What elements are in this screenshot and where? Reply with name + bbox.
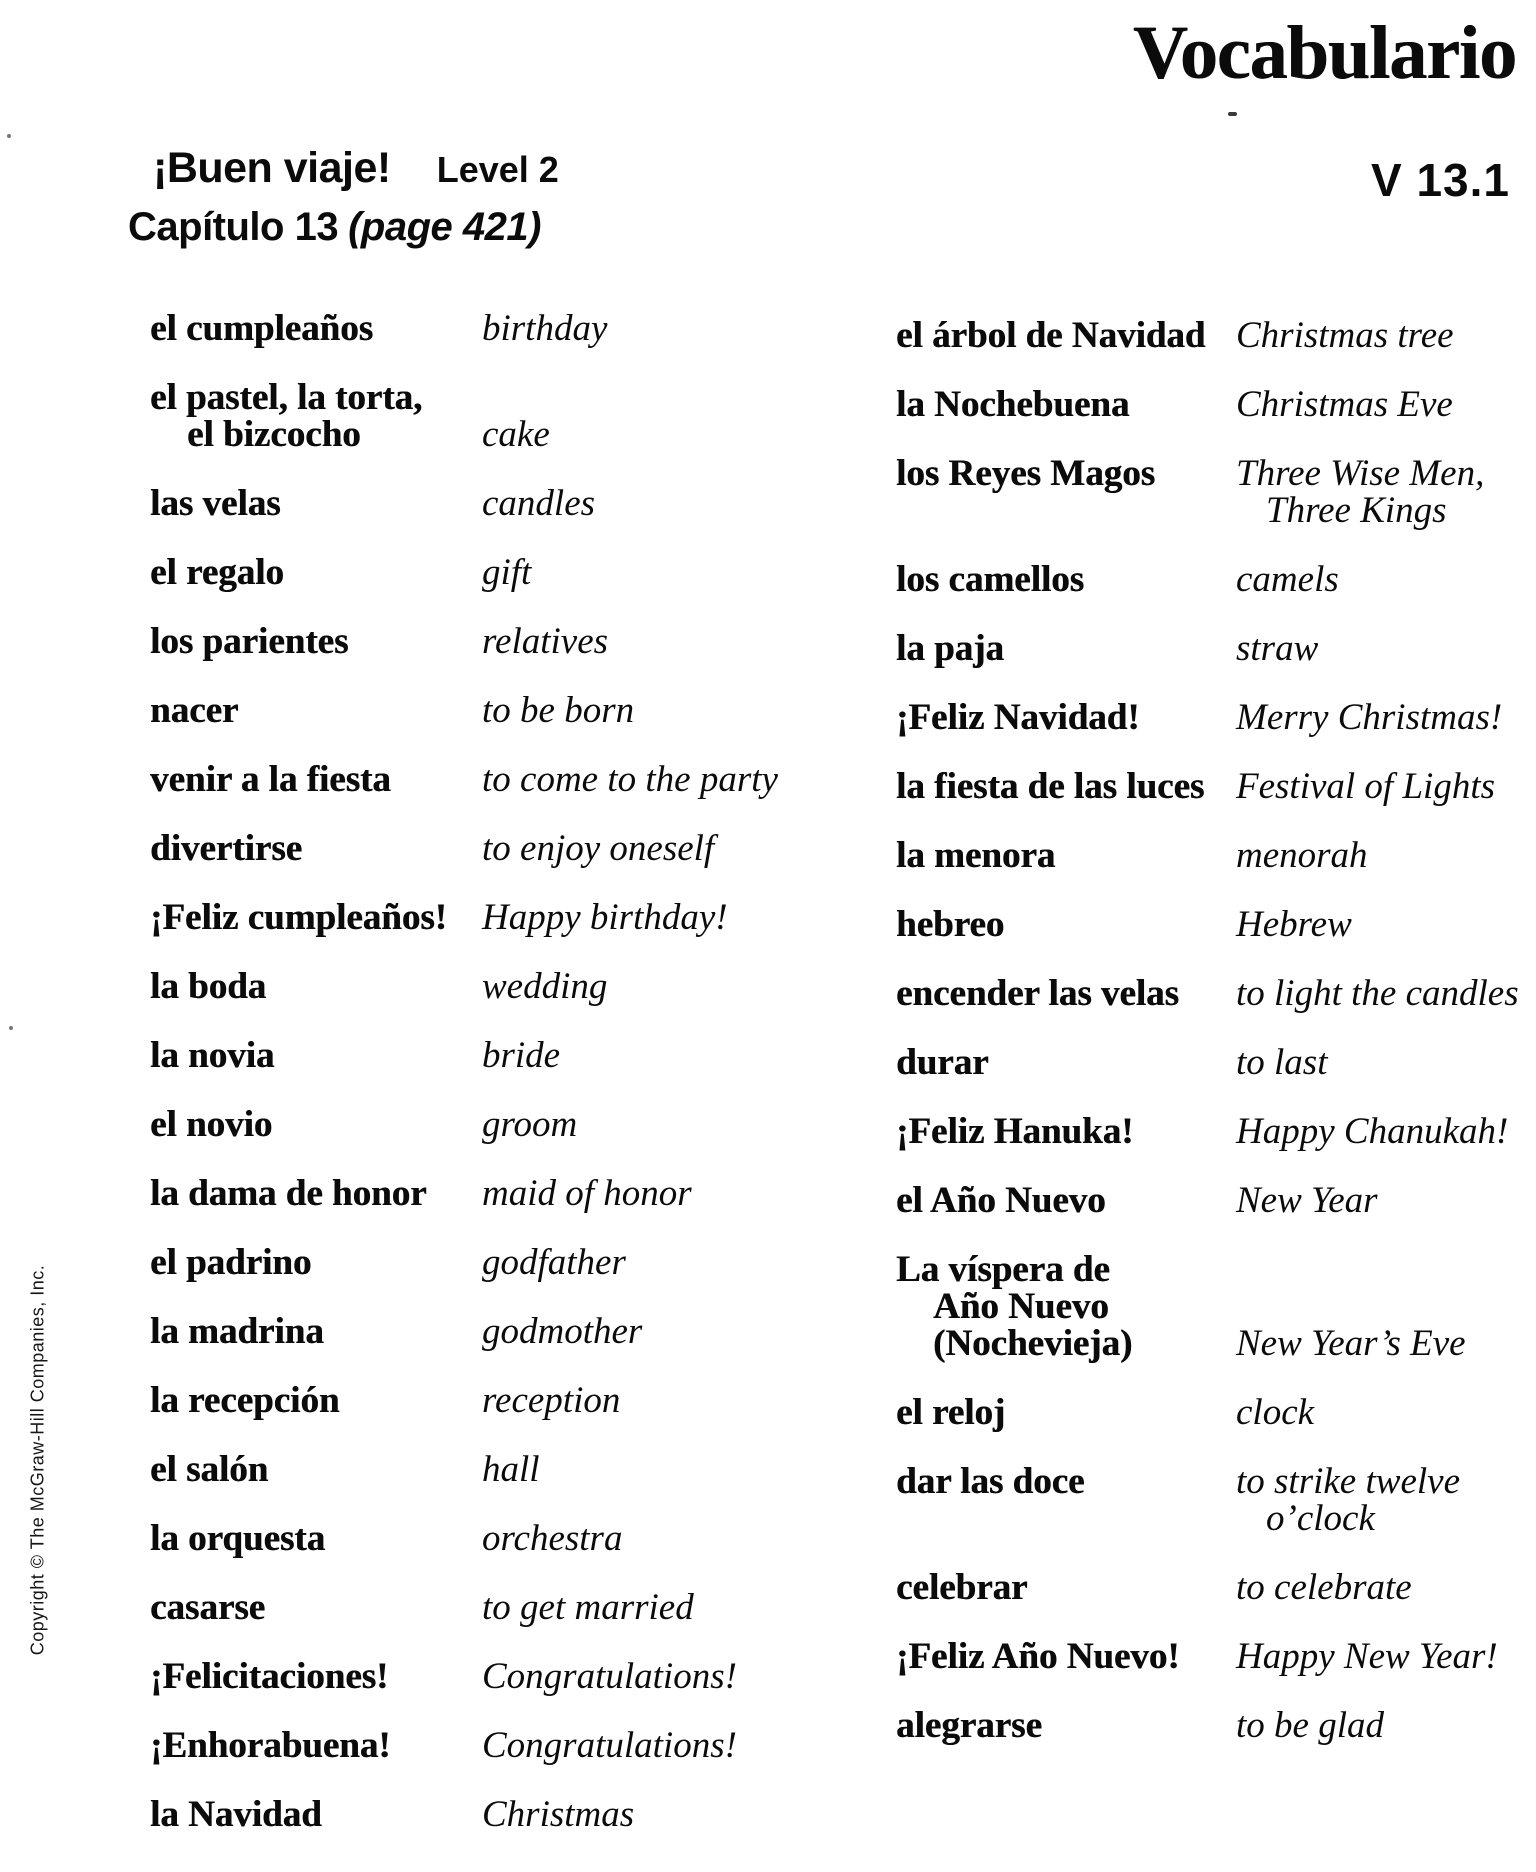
vocab-line: Merry Christmas! xyxy=(1236,697,1503,738)
vocab-line: orchestra xyxy=(482,1518,623,1559)
spanish-term xyxy=(150,310,482,347)
spanish-term xyxy=(896,1463,1236,1500)
vocab-line: relatives xyxy=(482,621,609,662)
english-translation xyxy=(482,1520,760,1557)
vocab-line: ¡Feliz Hanuka! xyxy=(896,1111,1134,1152)
vocab-line: straw xyxy=(1236,628,1319,669)
spanish-term xyxy=(150,1520,482,1557)
spanish-term xyxy=(150,1796,482,1833)
spanish-term xyxy=(896,768,1236,805)
vocab-line: ¡Feliz Navidad! xyxy=(896,697,1140,738)
vocab-line: to strike twelve xyxy=(1236,1461,1460,1502)
vocab-line: durar xyxy=(896,1042,989,1083)
english-translation xyxy=(1236,1394,1521,1431)
vocab-line: menorah xyxy=(1236,835,1368,876)
vocab-line: camels xyxy=(1236,559,1339,600)
spanish-term xyxy=(150,1658,482,1695)
vocab-column-left xyxy=(150,308,778,1865)
vocab-line: Congratulations! xyxy=(482,1656,737,1697)
chapter-header xyxy=(128,206,541,248)
vocab-row xyxy=(150,1589,760,1626)
vocab-line: la Nochebuena xyxy=(896,384,1130,425)
vocab-row xyxy=(150,1796,760,1833)
spanish-term xyxy=(896,630,1236,667)
vocab-row xyxy=(896,1638,1521,1675)
vocab-row xyxy=(150,379,760,453)
spanish-term xyxy=(150,830,482,867)
vocab-line: (Nochevieja) xyxy=(933,1323,1133,1364)
vocab-line: Christmas Eve xyxy=(1236,384,1453,425)
spanish-term xyxy=(150,761,482,798)
vocab-line: hebreo xyxy=(896,904,1005,945)
english-translation xyxy=(1236,1325,1521,1362)
vocab-line: Christmas tree xyxy=(1236,315,1454,356)
english-translation xyxy=(1236,768,1521,805)
vocab-row xyxy=(896,1707,1521,1744)
vocab-line: bride xyxy=(482,1035,561,1076)
vocab-line: ¡Feliz cumpleaños! xyxy=(150,897,447,938)
vocab-line: hall xyxy=(482,1449,540,1490)
spanish-term xyxy=(896,906,1236,943)
english-translation xyxy=(482,623,760,660)
spanish-term xyxy=(150,485,482,522)
english-translation xyxy=(482,1658,760,1695)
vocab-column-right xyxy=(896,317,1521,1776)
vocab-line: to light the candles xyxy=(1236,973,1519,1014)
vocab-line: ¡Enhorabuena! xyxy=(150,1725,391,1766)
vocab-line: Congratulations! xyxy=(482,1725,737,1766)
vocab-line: birthday xyxy=(482,308,608,349)
vocab-row xyxy=(150,1520,760,1557)
english-translation xyxy=(482,1589,760,1626)
english-translation xyxy=(1236,1638,1521,1675)
english-translation xyxy=(1236,1113,1521,1150)
english-translation xyxy=(1236,1569,1521,1606)
vocab-line: la paja xyxy=(896,628,1004,669)
vocab-line: los parientes xyxy=(150,621,349,662)
spanish-term xyxy=(896,455,1236,492)
chapter-label: Capítulo 13 xyxy=(128,205,339,249)
vocab-row xyxy=(150,623,760,660)
vocab-line: el novio xyxy=(150,1104,273,1145)
vocab-line: la novia xyxy=(150,1035,275,1076)
spanish-term xyxy=(896,1044,1236,1081)
vocab-line: New Year xyxy=(1236,1180,1378,1221)
vocab-line: alegrarse xyxy=(896,1705,1042,1746)
english-translation xyxy=(482,899,760,936)
vocab-line: el bizcocho xyxy=(187,414,361,455)
vocab-line: to come to the party xyxy=(482,759,778,800)
scan-artifact xyxy=(9,1026,13,1030)
vocab-row xyxy=(896,317,1521,354)
spanish-term xyxy=(150,1727,482,1764)
vocab-line: el reloj xyxy=(896,1392,1006,1433)
scan-artifact xyxy=(7,134,11,138)
spanish-term xyxy=(150,899,482,936)
english-translation xyxy=(1236,561,1521,598)
english-translation xyxy=(1236,906,1521,943)
vocab-row xyxy=(150,1451,760,1488)
spanish-term xyxy=(896,561,1236,598)
spanish-term xyxy=(150,1106,482,1143)
vocab-line: Festival of Lights xyxy=(1236,766,1495,807)
vocab-row xyxy=(896,768,1521,805)
vocab-line: las velas xyxy=(150,483,281,524)
vocab-line: la orquesta xyxy=(150,1518,326,1559)
vocab-row xyxy=(150,554,760,591)
vocab-line: to be born xyxy=(482,690,635,731)
sheet-code: V 13.1 xyxy=(1371,154,1510,206)
worksheet-title: Vocabulario xyxy=(1132,11,1516,95)
vocab-row xyxy=(150,485,760,522)
vocab-row xyxy=(150,1727,760,1764)
vocab-line: la fiesta de las luces xyxy=(896,766,1205,807)
vocab-row xyxy=(150,830,760,867)
english-translation xyxy=(1236,1182,1521,1219)
spanish-term xyxy=(896,975,1236,1012)
spanish-term xyxy=(150,1175,482,1212)
vocab-line: gift xyxy=(482,552,532,593)
vocab-line: Happy Chanukah! xyxy=(1236,1111,1509,1152)
vocab-line: La víspera de xyxy=(896,1249,1110,1290)
vocab-line: New Year’s Eve xyxy=(1236,1323,1466,1364)
spanish-term xyxy=(150,1244,482,1281)
vocab-line: cake xyxy=(482,414,550,455)
english-translation xyxy=(482,310,760,347)
english-translation xyxy=(482,1106,760,1143)
vocab-line: to get married xyxy=(482,1587,694,1628)
english-translation xyxy=(1236,699,1521,736)
vocab-line: to be glad xyxy=(1236,1705,1384,1746)
spanish-term xyxy=(896,1113,1236,1150)
vocab-row xyxy=(896,1044,1521,1081)
spanish-term xyxy=(896,1707,1236,1744)
vocab-line: godmother xyxy=(482,1311,643,1352)
vocab-row xyxy=(896,630,1521,667)
vocab-line: wedding xyxy=(482,966,608,1007)
vocab-row xyxy=(896,1463,1521,1537)
spanish-term xyxy=(896,317,1236,354)
scan-artifact xyxy=(1228,112,1237,116)
vocab-line: ¡Felicitaciones! xyxy=(150,1656,389,1697)
vocab-line: la dama de honor xyxy=(150,1173,427,1214)
spanish-term xyxy=(150,1313,482,1350)
vocab-line: godfather xyxy=(482,1242,626,1283)
vocab-row xyxy=(896,455,1521,529)
vocab-line: los Reyes Magos xyxy=(896,453,1155,494)
english-translation xyxy=(1236,1707,1521,1744)
vocab-line: clock xyxy=(1236,1392,1315,1433)
vocab-line: el padrino xyxy=(150,1242,312,1283)
vocab-row xyxy=(896,386,1521,423)
english-translation xyxy=(482,1037,760,1074)
english-translation xyxy=(482,1451,760,1488)
vocab-row xyxy=(150,1313,760,1350)
spanish-term xyxy=(896,1251,1236,1362)
vocab-row xyxy=(150,310,760,347)
vocab-line: el regalo xyxy=(150,552,284,593)
vocab-row xyxy=(150,1244,760,1281)
english-translation xyxy=(1236,1044,1521,1081)
english-translation xyxy=(482,554,760,591)
vocab-line: ¡Feliz Año Nuevo! xyxy=(896,1636,1180,1677)
vocab-line: divertirse xyxy=(150,828,303,869)
vocab-line: los camellos xyxy=(896,559,1085,600)
english-translation xyxy=(1236,630,1521,667)
english-translation xyxy=(482,1796,760,1833)
vocab-row xyxy=(896,699,1521,736)
spanish-term xyxy=(896,699,1236,736)
english-translation xyxy=(482,1313,760,1350)
vocab-line: to last xyxy=(1236,1042,1328,1083)
english-translation xyxy=(482,1382,760,1419)
vocab-row xyxy=(150,968,760,1005)
vocab-row xyxy=(896,1113,1521,1150)
vocab-row xyxy=(150,1175,760,1212)
english-translation xyxy=(1236,975,1521,1012)
spanish-term xyxy=(896,1182,1236,1219)
english-translation xyxy=(482,968,760,1005)
vocab-line: el pastel, la torta, xyxy=(150,377,423,418)
english-translation xyxy=(1236,455,1521,529)
vocab-line: la recepción xyxy=(150,1380,340,1421)
level-label: Level 2 xyxy=(436,149,559,190)
english-translation xyxy=(1236,386,1521,423)
vocab-line: Año Nuevo xyxy=(933,1286,1109,1327)
english-translation xyxy=(482,1175,760,1212)
vocab-line: Three Wise Men, xyxy=(1236,453,1485,494)
vocab-row xyxy=(150,759,778,800)
spanish-term xyxy=(150,1451,482,1488)
vocab-line: venir a la fiesta xyxy=(150,759,391,800)
book-header xyxy=(153,146,559,192)
vocab-line: Happy birthday! xyxy=(482,897,728,938)
vocab-row xyxy=(896,1251,1521,1362)
vocab-line: encender las velas xyxy=(896,973,1179,1014)
vocab-line: to celebrate xyxy=(1236,1567,1412,1608)
spanish-term xyxy=(150,554,482,591)
english-translation xyxy=(482,1727,760,1764)
copyright-notice: Copyright © The McGraw-Hill Companies, Inc. xyxy=(27,1264,48,1656)
vocab-line: el Año Nuevo xyxy=(896,1180,1106,1221)
spanish-term xyxy=(150,1037,482,1074)
spanish-term xyxy=(896,1394,1236,1431)
vocab-line: Hebrew xyxy=(1236,904,1352,945)
vocab-row xyxy=(150,899,760,936)
vocab-row xyxy=(150,1037,760,1074)
spanish-term xyxy=(150,1589,482,1626)
vocab-line: el árbol de Navidad xyxy=(896,315,1206,356)
vocab-row xyxy=(150,692,760,729)
spanish-term xyxy=(150,1382,482,1419)
english-translation xyxy=(482,761,778,798)
vocab-line: to enjoy oneself xyxy=(482,828,715,869)
vocab-row xyxy=(896,906,1521,943)
vocab-line: celebrar xyxy=(896,1567,1028,1608)
spanish-term xyxy=(150,968,482,1005)
vocab-line: el salón xyxy=(150,1449,269,1490)
english-translation xyxy=(482,1244,760,1281)
vocab-row xyxy=(896,1569,1521,1606)
book-title: ¡Buen viaje! xyxy=(153,144,391,192)
vocab-line: la boda xyxy=(150,966,267,1007)
vocab-line: maid of honor xyxy=(482,1173,692,1214)
english-translation xyxy=(482,485,760,522)
spanish-term xyxy=(896,1569,1236,1606)
vocab-line: la madrina xyxy=(150,1311,324,1352)
english-translation xyxy=(1236,837,1521,874)
spanish-term xyxy=(896,1638,1236,1675)
vocab-row xyxy=(896,975,1521,1012)
vocab-row xyxy=(150,1382,760,1419)
vocab-line: candles xyxy=(482,483,596,524)
vocab-row xyxy=(150,1106,760,1143)
vocab-line: Christmas xyxy=(482,1794,635,1835)
spanish-term xyxy=(150,623,482,660)
vocab-line: la Navidad xyxy=(150,1794,322,1835)
english-translation xyxy=(482,692,760,729)
vocab-line: la menora xyxy=(896,835,1056,876)
english-translation xyxy=(482,830,760,867)
vocab-row xyxy=(896,561,1521,598)
spanish-term xyxy=(150,379,482,453)
vocab-row xyxy=(896,837,1521,874)
spanish-term xyxy=(896,837,1236,874)
vocab-row xyxy=(150,1658,760,1695)
vocab-line: dar las doce xyxy=(896,1461,1085,1502)
vocab-line: o’clock xyxy=(1266,1498,1375,1539)
vocab-line: casarse xyxy=(150,1587,266,1628)
spanish-term xyxy=(896,386,1236,423)
english-translation xyxy=(1236,1463,1521,1537)
spanish-term xyxy=(150,692,482,729)
vocab-row xyxy=(896,1394,1521,1431)
vocab-row xyxy=(896,1182,1521,1219)
english-translation xyxy=(482,416,760,453)
vocab-line: el cumpleaños xyxy=(150,308,374,349)
vocab-line: groom xyxy=(482,1104,578,1145)
page-ref: (page 421) xyxy=(348,205,541,249)
vocab-line: nacer xyxy=(150,690,239,731)
vocab-line: Happy New Year! xyxy=(1236,1636,1498,1677)
vocab-line: Three Kings xyxy=(1266,490,1447,531)
vocab-line: reception xyxy=(482,1380,621,1421)
english-translation xyxy=(1236,317,1521,354)
